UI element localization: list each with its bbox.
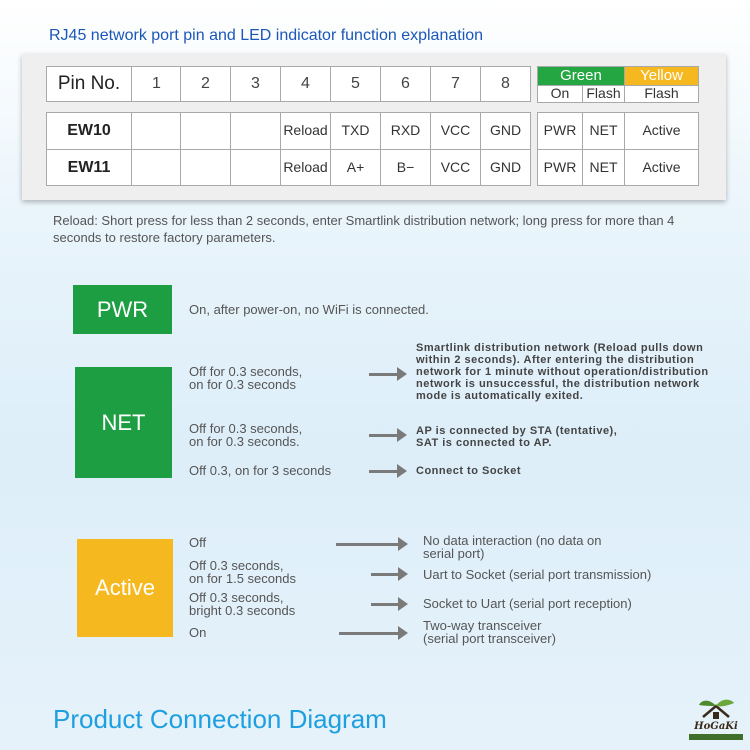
active-meaning [423,598,632,611]
pin-number: 5 [330,66,381,102]
arrow-icon [369,367,407,381]
meaning-line: serial port) [423,545,485,561]
condition-line: on for 0.3 seconds [189,376,296,392]
led-sub-flash: Flash [624,85,699,103]
pin-cell [180,149,231,186]
active-led-box: Active [77,539,173,637]
pin-cell: B− [380,149,431,186]
pin-cell [230,112,281,150]
led-cell: NET [582,112,625,150]
led-sub-flash: Flash [582,85,625,103]
active-condition [189,592,295,617]
meaning-line: Uart to Socket (serial port transmission) [423,567,652,582]
condition-line: on for 0.3 seconds. [189,433,300,449]
led-cell: Active [624,149,699,186]
meaning-line: SAT is connected to AP. [416,437,552,449]
meaning-line: network is unsuccessful, the distribution network [416,378,700,390]
meaning-line: (serial port transceiver) [423,630,556,646]
meaning-line: mode is automatically exited. [416,390,584,402]
meaning-line: network for 1 minute without operation/distribution [416,366,709,378]
led-cell: NET [582,149,625,186]
pin-cell: GND [480,149,531,186]
brand-logo [689,697,743,745]
section-title: Product Connection Diagram [53,704,387,734]
meaning-line: within 2 seconds). After entering the distribution [416,354,695,366]
condition-line: Off for 0.3 seconds, [189,421,303,436]
active-meaning [423,620,556,645]
net-meaning [416,465,521,477]
pin-table [22,54,726,200]
meaning-line: No data interaction (no data on [423,533,602,548]
page-title: RJ45 network port pin and LED indicator function explanation [49,27,484,44]
active-condition [189,537,206,550]
active-condition [189,627,206,640]
pin-cell: A+ [330,149,381,186]
arrow-icon [339,626,408,640]
meaning-line: Smartlink distribution network (Reload pulls down [416,342,704,354]
net-condition [189,423,302,448]
net-condition [189,366,302,391]
logo-tagline-bar [689,734,743,740]
led-cell: PWR [537,112,583,150]
pin-number: 3 [230,66,281,102]
condition-line: Off [189,535,207,550]
net-meaning [416,425,617,449]
meaning-line: Two-way transceiver [423,618,542,633]
active-meaning [423,569,651,582]
active-condition [189,560,296,585]
pin-cell: RXD [380,112,431,150]
net-led-box: NET [75,367,172,478]
logo-wordmark: HoGaKi [694,721,738,732]
condition-line: Off 0.3, on for 3 seconds [189,463,332,478]
pin-cell: VCC [430,112,481,150]
pin-cell: Reload [280,149,331,186]
condition-line: Off 0.3 seconds, [189,590,284,605]
led-cell: PWR [537,149,583,186]
row-name: EW10 [46,112,132,150]
condition-line: Off 0.3 seconds, [189,558,284,573]
arrow-icon [371,597,408,611]
pin-cell: TXD [330,112,381,150]
pin-header: Pin No. [46,66,132,102]
pin-cell [131,149,182,186]
net-condition [189,465,331,478]
pin-cell [180,112,231,150]
meaning-line: Socket to Uart (serial port reception) [423,596,632,611]
arrow-icon [371,567,408,581]
pwr-led-box: PWR [73,285,172,334]
meaning-line: Connect to Socket [416,465,522,477]
arrow-icon [336,537,408,551]
pin-cell [230,149,281,186]
pin-number: 8 [480,66,531,102]
led-sub-on: On [537,85,583,103]
arrow-icon [369,428,407,442]
pin-cell [131,112,182,150]
pin-cell: Reload [280,112,331,150]
net-meaning [416,342,709,402]
pin-number: 7 [430,66,481,102]
pin-number: 6 [380,66,431,102]
condition-line: On [189,625,207,640]
active-meaning [423,535,602,560]
pin-number: 2 [180,66,231,102]
pin-cell: VCC [430,149,481,186]
pwr-description: On, after power-on, no WiFi is connected. [189,302,429,317]
condition-line: on for 1.5 seconds [189,570,296,586]
condition-line: bright 0.3 seconds [189,602,296,618]
led-yellow-header: Yellow [624,66,699,86]
pin-number: 1 [131,66,182,102]
row-name: EW11 [46,149,132,186]
condition-line: Off for 0.3 seconds, [189,364,303,379]
led-cell: Active [624,112,699,150]
led-green-header: Green [537,66,625,86]
arrow-icon [369,464,407,478]
pin-cell: GND [480,112,531,150]
meaning-line: AP is connected by STA (tentative), [416,425,618,437]
leaf-house-icon [689,697,743,723]
reload-note: Reload: Short press for less than 2 seconds, enter Smartlink distribution network; long press for more than 4 seconds to restore factory parameters. [53,213,675,245]
pin-number: 4 [280,66,331,102]
